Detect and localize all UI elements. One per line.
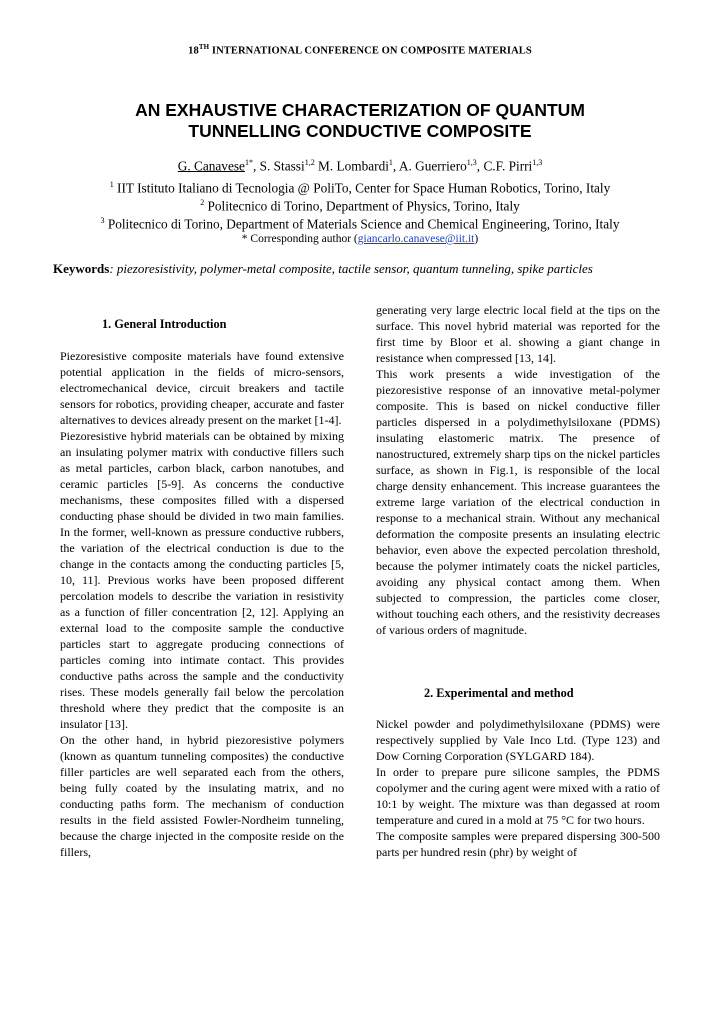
body-paragraph: This work presents a wide investigation of the piezoresistive response of an innovative metal-polymer composite. This is based on nickel conductive filler particles dispersed in a polydimethylsiloxane (PDMS) insulating elastomeric matrix. The presence of nanostructured, extremely sharp tips on the nickel particles surface, as shown in Fig.1, is responsible of the local charge density enhancement. This increase guarantees the extreme large variation of the electrical conduction in response to a mechanical strain. Without any mechanical deformation the composite presents an insulating electric behavior, even above the expected percolation threshold, because the polymer intimately coats the nickel particles, avoiding any physical contact among them. When subjected to compression, the particles come closer, without touching each others, and the resistivity decreases of various orders of magnitude. <box>376 367 660 637</box>
body-paragraph: Piezoresistive composite materials have found extensive potential application in the fields of micro-sensors, electromechanical device, circuit breakers and tactile sensors for robotics, providing cheaper, accurate and faster alternatives to devices already present on the market [1-4]. <box>60 349 344 427</box>
author-name-5: C.F. Pirri <box>483 158 533 174</box>
affiliation-1-text: IIT Istituto Italiano di Tecnologia @ PoliTo, Center for Space Human Robotics, Torino, Italy <box>113 180 611 196</box>
author-name-3: M. Lombardi <box>318 158 389 174</box>
affiliation-2-marker: 2 <box>200 198 205 207</box>
affiliation-3-marker: 3 <box>100 216 105 225</box>
right-column-bottom <box>376 716 660 860</box>
keywords-label: Keywords <box>53 261 110 276</box>
affiliation-2-text: Politecnico di Torino, Department of Physics, Torino, Italy <box>204 198 520 214</box>
paper-title-line-1: AN EXHAUSTIVE CHARACTERIZATION OF QUANTUM <box>135 100 585 120</box>
conference-ordinal-suffix: TH <box>198 43 210 51</box>
corresponding-author-suffix: ) <box>474 233 479 245</box>
body-paragraph: Piezoresistive hybrid materials can be obtained by mixing an insulating polymer matrix with conductive fillers such as metal particles, carbon black, carbon nanotubes, and ceramic particles [5-9]. As concerns the conductive mechanisms, these composites filled with a dispersed conducting phase should be divided in two main families. In the former, well-known as pressure conductive rubbers, the variation of the electrical conduction is due to the change in the contacts among the conducting particles [5, 10, 11]. Previous works have been proposed different percolation models to describe the variation in resistivity as a function of filler concentration [2, 12]. Applying an external load to the composite sample the conductive particles start to aggregate producing connections of particles coming into intimate contact. This provides conductive paths across the sample and the conductivity rises. These models generally fail below the percolation threshold where they predict that the composite is an insulator [13]. <box>60 429 344 731</box>
author-affiliation-5: 1,3 <box>532 158 543 167</box>
author-separator: , <box>476 158 484 174</box>
body-paragraph: Nickel powder and polydimethylsiloxane (PDMS) were respectively supplied by Vale Inco Ltd. (Type 123) and Dow Corning Corporation (SYLGARD 184). <box>376 717 660 763</box>
author-name-4: A. Guerriero <box>398 158 467 174</box>
author-affiliation-4: 1,3 <box>466 158 477 167</box>
keywords-text: : piezoresistivity, polymer-metal composite, tactile sensor, quantum tunneling, spike particles <box>109 261 593 276</box>
body-paragraph: On the other hand, in hybrid piezoresistive polymers (known as quantum tunneling composites) the conductive filler particles are well separated each from the others, being fully coated by the insulating matrix, and no conducting paths form. The mechanism of conduction results in the field assisted Fowler-Nordheim tunneling, because the charge injected in the composite reside on the fillers, <box>60 733 344 859</box>
author-separator: , <box>252 158 260 174</box>
corresponding-email-link[interactable]: giancarlo.canavese@iit.it <box>357 233 475 245</box>
corresponding-author <box>0 233 720 245</box>
body-paragraph: In order to prepare pure silicone samples, the PDMS copolymer and the curing agent were mixed with a ratio of 10:1 by weight. The mixture was than degassed at room temperature and cured in a mold at 75 °C for two hours. <box>376 765 660 827</box>
conference-ordinal-number: 18 <box>188 45 199 57</box>
affiliation-3-text: Politecnico di Torino, Department of Materials Science and Chemical Engineering, Torino, Italy <box>104 216 620 232</box>
conference-name: INTERNATIONAL CONFERENCE ON COMPOSITE MATERIALS <box>209 45 532 57</box>
author-list <box>0 158 720 174</box>
author-name-1: G. Canavese <box>177 158 245 174</box>
paper-title-line-2: TUNNELLING CONDUCTIVE COMPOSITE <box>188 121 532 141</box>
author-affiliation-1: 1* <box>244 158 253 167</box>
author-separator: , <box>392 158 399 174</box>
right-column-top <box>376 302 660 638</box>
section-heading-introduction: 1. General Introduction <box>102 317 227 331</box>
body-paragraph: generating very large electric local field at the tips on the surface. This novel hybrid material was reported for the first time by Bloor et al. showing a giant change in resistance when compressed [13, 14]. <box>376 303 660 365</box>
paper-title <box>60 100 660 142</box>
affiliation-1-marker: 1 <box>109 180 114 189</box>
author-name-2: S. Stassi <box>259 158 305 174</box>
corresponding-author-prefix: * Corresponding author ( <box>241 233 358 245</box>
keywords <box>53 261 673 277</box>
running-header <box>0 43 720 57</box>
author-affiliation-3: 1 <box>388 158 393 167</box>
section-heading-experimental: 2. Experimental and method <box>424 686 574 700</box>
affiliation-3 <box>0 212 720 233</box>
author-affiliation-2: 1,2 <box>304 158 315 167</box>
left-column <box>60 348 344 860</box>
body-paragraph: The composite samples were prepared dispersing 300-500 parts per hundred resin (phr) by weight of <box>376 829 660 859</box>
